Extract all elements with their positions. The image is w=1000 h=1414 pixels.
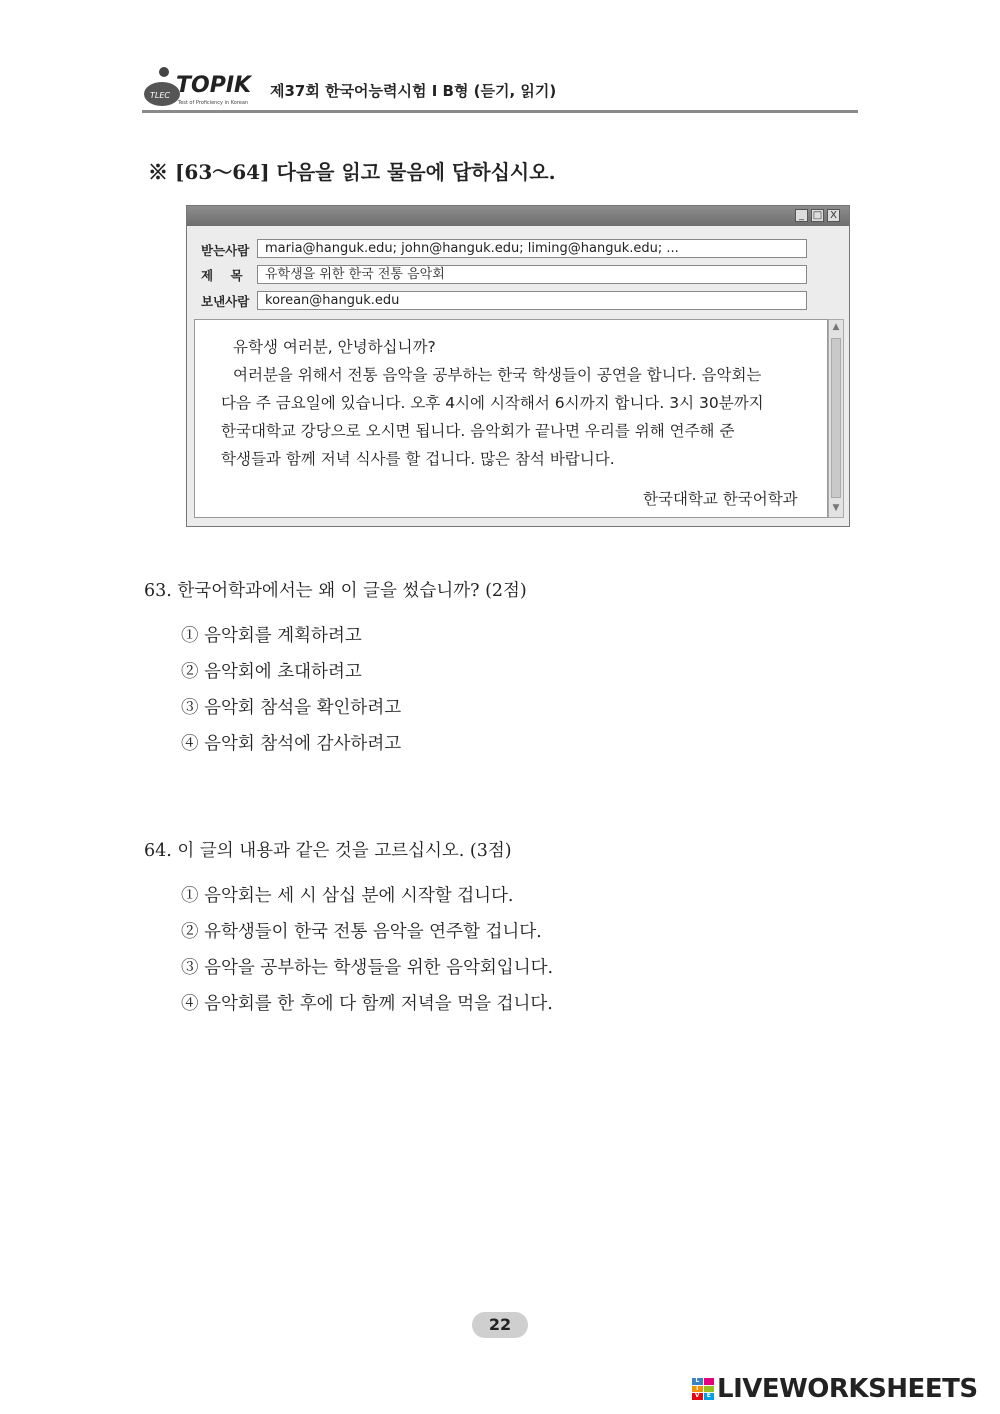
liveworksheets-text: LIVEWORKSHEETS xyxy=(717,1374,978,1404)
scroll-down-icon[interactable]: ▼ xyxy=(832,503,840,513)
question-63-option-3[interactable]: ③ 음악회 참석을 확인하려고 xyxy=(181,698,402,718)
body-line: 다음 주 금요일에 있습니다. 오후 4시에 시작해서 6시까지 합니다. 3시 30분까지 xyxy=(221,394,764,412)
body-line: 여러분을 위해서 전통 음악을 공부하는 한국 학생들이 공연을 합니다. 음악회는 xyxy=(233,366,762,384)
question-64-option-1[interactable]: ① 음악회는 세 시 삼십 분에 시작할 겁니다. xyxy=(181,886,514,906)
body-line: 한국대학교 강당으로 오시면 됩니다. 음악회가 끝나면 우리를 위해 연주해 준 xyxy=(221,422,735,440)
email-body[interactable] xyxy=(194,319,828,518)
scroll-thumb[interactable] xyxy=(831,338,841,498)
email-window xyxy=(186,205,850,527)
liveworksheets-grid-icon: L I V E xyxy=(692,1378,714,1400)
scroll-up-icon[interactable]: ▲ xyxy=(832,322,840,332)
question-63-option-2[interactable]: ② 음악회에 초대하려고 xyxy=(181,662,362,682)
maximize-icon[interactable]: □ xyxy=(812,210,823,221)
from-label: 보낸사람 xyxy=(201,294,250,309)
header-divider xyxy=(142,110,858,113)
question-63-option-1[interactable]: ① 음악회를 계획하려고 xyxy=(181,626,362,646)
subject-label: 제 목 xyxy=(201,268,243,283)
question-64-option-2[interactable]: ② 유학생들이 한국 전통 음악을 연주할 겁니다. xyxy=(181,922,542,942)
instruction-heading: ※ [63～64] 다음을 읽고 물음에 답하십시오. xyxy=(148,160,556,184)
svg-text:Test of Proficiency in Korean: Test of Proficiency in Korean xyxy=(178,100,249,106)
from-field[interactable]: korean@hanguk.edu xyxy=(257,291,807,310)
liveworksheets-logo xyxy=(692,1374,978,1404)
email-titlebar xyxy=(187,206,849,226)
topik-logo xyxy=(142,64,262,108)
to-field[interactable]: maria@hanguk.edu; john@hanguk.edu; liming@hanguk.edu; ... xyxy=(257,239,807,258)
body-line: 유학생 여러분, 안녕하십니까? xyxy=(233,338,436,356)
svg-text:TLEC: TLEC xyxy=(150,91,170,100)
close-icon[interactable]: X xyxy=(827,209,840,222)
subject-field[interactable]: 유학생을 위한 한국 전통 음악회 xyxy=(257,265,807,284)
body-line: 학생들과 함께 저녁 식사를 할 겁니다. 많은 참석 바랍니다. xyxy=(221,450,615,468)
to-label: 받는사람 xyxy=(201,243,250,258)
exam-title: 제37회 한국어능력시험 I B형 (듣기, 읽기) xyxy=(270,82,557,100)
email-signature: 한국대학교 한국어학과 xyxy=(643,490,798,508)
question-64-option-4[interactable]: ④ 음악회를 한 후에 다 함께 저녁을 먹을 겁니다. xyxy=(181,994,553,1014)
question-63-title: 63. 한국어학과에서는 왜 이 글을 썼습니까? (2점) xyxy=(144,581,527,601)
logo-text: TOPIK xyxy=(176,73,252,98)
question-64-option-3[interactable]: ③ 음악을 공부하는 학생들을 위한 음악회입니다. xyxy=(181,958,554,978)
question-63-option-4[interactable]: ④ 음악회 참석에 감사하려고 xyxy=(181,734,402,754)
page-number: 22 xyxy=(472,1312,528,1338)
minimize-icon[interactable]: _ xyxy=(795,209,808,222)
email-scrollbar[interactable] xyxy=(828,319,844,518)
question-64-title: 64. 이 글의 내용과 같은 것을 고르십시오. (3점) xyxy=(144,841,512,861)
